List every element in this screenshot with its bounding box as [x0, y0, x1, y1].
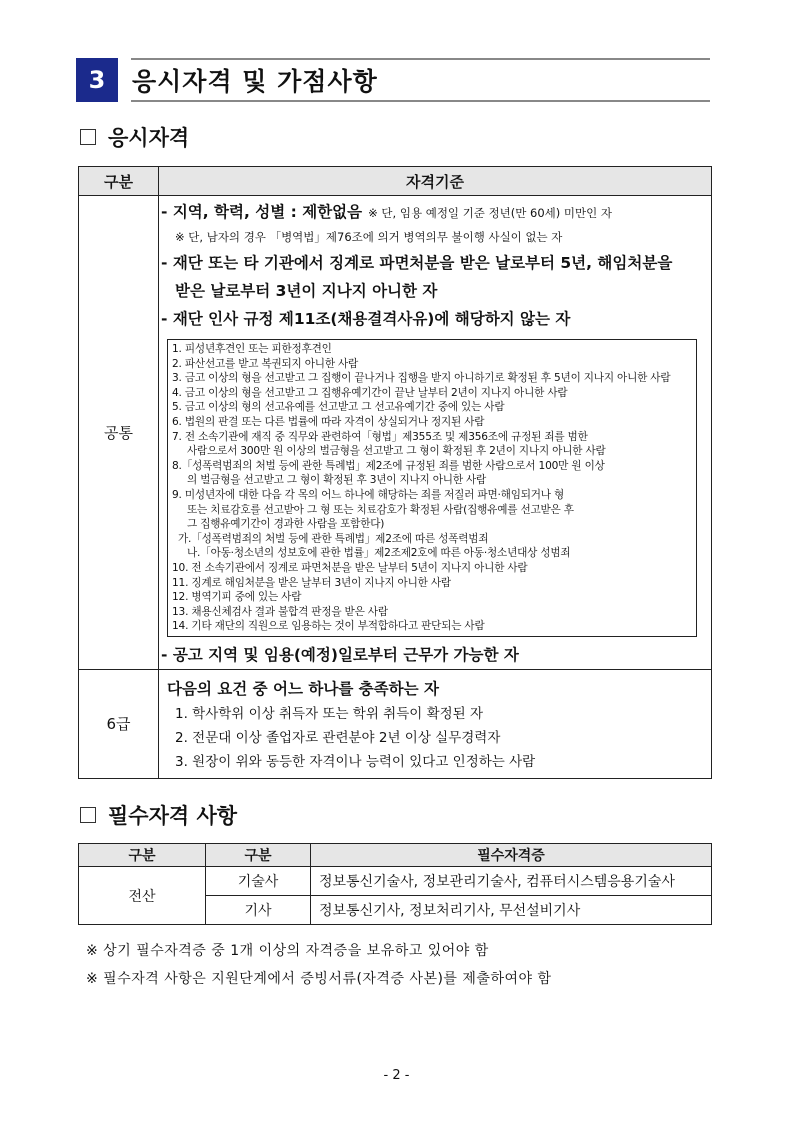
- common-content: [159, 196, 712, 670]
- page-number: - 2 -: [383, 1068, 410, 1083]
- list-item: 3. 원장이 위와 동등한 자격이나 능력이 있다고 인정하는 사람: [175, 753, 536, 770]
- common-line-3a: - 재단 또는 타 기관에서 징계로 파면처분을 받은 날로부터 5년, 해임처분을: [161, 254, 673, 272]
- list-item: 6. 법원의 판결 또는 다른 법률에 따라 자격이 상실되거나 정지된 사람: [172, 415, 485, 428]
- required-certs: 정보통신기술사, 정보관리기술사, 컴퓨터시스템응용기술사: [311, 867, 712, 896]
- list-item: 4. 금고 이상의 형을 선고받고 그 집행유예기간이 끝난 날부터 2년이 지나지 아니한 사람: [172, 386, 568, 399]
- table-row-common: [79, 196, 712, 670]
- list-item: 1. 학사학위 이상 취득자 또는 학위 취득이 확정된 자: [175, 705, 484, 722]
- checkbox-square-icon: [80, 129, 96, 145]
- table-header-row: [79, 844, 712, 867]
- list-item: 9. 미성년자에 대한 다음 각 목의 어느 하나에 해당하는 죄를 저질러 파면·해임되거나 형: [172, 488, 565, 501]
- grade6-label: 6급: [79, 669, 159, 778]
- list-item: 10. 전 소속기관에서 징계로 파면처분을 받은 날부터 5년이 지나지 아니한 사람: [172, 561, 528, 574]
- table-row-grade6: [79, 669, 712, 778]
- list-item: 11. 징계로 해임처분을 받은 날부터 3년이 지나지 아니한 사람: [172, 576, 451, 589]
- common-line-5: - 공고 지역 및 임용(예정)일로부터 근무가 가능한 자: [161, 645, 519, 664]
- common-line-2: ※ 단, 남자의 경우 「병역법」제76조에 의거 병역의무 불이행 사실이 없는 자: [175, 230, 563, 244]
- section-rule-bottom: [131, 100, 710, 102]
- list-item: 나.「아동·청소년의 성보호에 관한 법률」제2조제2호에 따른 아동·청소년대상 성범죄: [187, 547, 571, 560]
- list-item: 5. 금고 이상의 형의 선고유예를 선고받고 그 선고유예기간 중에 있는 사람: [172, 401, 505, 414]
- header-category: 구분: [79, 167, 159, 196]
- required-heading-text: 필수자격 사항: [108, 804, 238, 828]
- qualification-table: [78, 166, 712, 779]
- list-item: 2. 전문대 이상 졸업자로 관련분야 2년 이상 실무경력자: [175, 729, 501, 746]
- common-label: 공통: [79, 196, 159, 670]
- disqualification-list: [167, 339, 697, 637]
- list-item: 2. 파산선고를 받고 복권되지 아니한 사람: [172, 357, 359, 370]
- common-line-3b: 받은 날로부터 3년이 지나지 아니한 자: [175, 282, 438, 300]
- common-line-1-note: ※ 단, 임용 예정일 기준 정년(만 60세) 미만인 자: [368, 206, 613, 220]
- note-2: ※ 필수자격 사항은 지원단계에서 증빙서류(자격증 사본)를 제출하여야 함: [86, 971, 552, 987]
- section-number: 3: [76, 58, 118, 102]
- qualification-heading-text: 응시자격: [108, 126, 190, 150]
- grade6-content: [159, 669, 712, 778]
- list-item: 8.「성폭력범죄의 처벌 등에 관한 특례법」제2조에 규정된 죄를 범한 사람으로서 100만 원 이상: [172, 459, 605, 472]
- note-1: ※ 상기 필수자격증 중 1개 이상의 자격증을 보유하고 있어야 함: [86, 943, 489, 959]
- checkbox-square-icon: [80, 807, 96, 823]
- header-level: 구분: [206, 844, 311, 867]
- required-category: 전산: [79, 867, 206, 925]
- table-header-row: [79, 167, 712, 196]
- list-item: 또는 치료감호를 선고받아 그 형 또는 치료감호가 확정된 사람(집행유예를 선고받은 후: [187, 503, 574, 516]
- grade6-title: 다음의 요건 중 어느 하나를 충족하는 자: [167, 679, 439, 698]
- list-item: 12. 병역기피 중에 있는 사람: [172, 591, 302, 604]
- list-item: 가.「성폭력범죄의 처벌 등에 관한 특례법」제2조에 따른 성폭력범죄: [178, 532, 489, 545]
- section-rule-top: [131, 58, 710, 60]
- required-level: 기사: [206, 896, 311, 925]
- list-item: 1. 피성년후견인 또는 피한정후견인: [172, 343, 332, 355]
- list-item: 14. 기타 재단의 직원으로 임용하는 것이 부적합하다고 판단되는 사람: [172, 620, 485, 633]
- list-item: 그 집행유예기간이 경과한 사람을 포함한다): [187, 518, 385, 531]
- list-item: 사람으로서 300만 원 이상의 벌금형을 선고받고 그 형이 확정된 후 2년이 지나지 아니한 사람: [187, 445, 606, 458]
- qualification-heading: [80, 122, 189, 152]
- required-heading: [80, 800, 237, 830]
- header-criteria: 자격기준: [159, 167, 712, 196]
- required-certs: 정보통신기사, 정보처리기사, 무선설비기사: [311, 896, 712, 925]
- header-category: 구분: [79, 844, 206, 867]
- section-header: [76, 58, 710, 102]
- list-item: 7. 전 소속기관에 재직 중 직무와 관련하여「형법」제355조 및 제356조에 규정된 죄를 범한: [172, 430, 588, 443]
- common-line-4: - 재단 인사 규정 제11조(채용결격사유)에 해당하지 않는 자: [161, 310, 571, 328]
- header-certificates: 필수자격증: [311, 844, 712, 867]
- list-item: 의 벌금형을 선고받고 그 형이 확정된 후 3년이 지나지 아니한 사람: [187, 474, 487, 487]
- required-table: [78, 843, 712, 925]
- common-line-1-text: - 지역, 학력, 성별 : 제한없음: [161, 203, 363, 221]
- list-item: 13. 채용신체검사 결과 불합격 판정을 받은 사람: [172, 605, 388, 618]
- section-title: 응시자격 및 가점사항: [132, 67, 378, 96]
- required-level: 기술사: [206, 867, 311, 896]
- list-item: 3. 금고 이상의 형을 선고받고 그 집행이 끝나거나 집행을 받지 아니하기로 확정된 후 5년이 지나지 아니한 사람: [172, 372, 671, 385]
- common-line-1: [161, 200, 709, 225]
- table-row: [79, 867, 712, 896]
